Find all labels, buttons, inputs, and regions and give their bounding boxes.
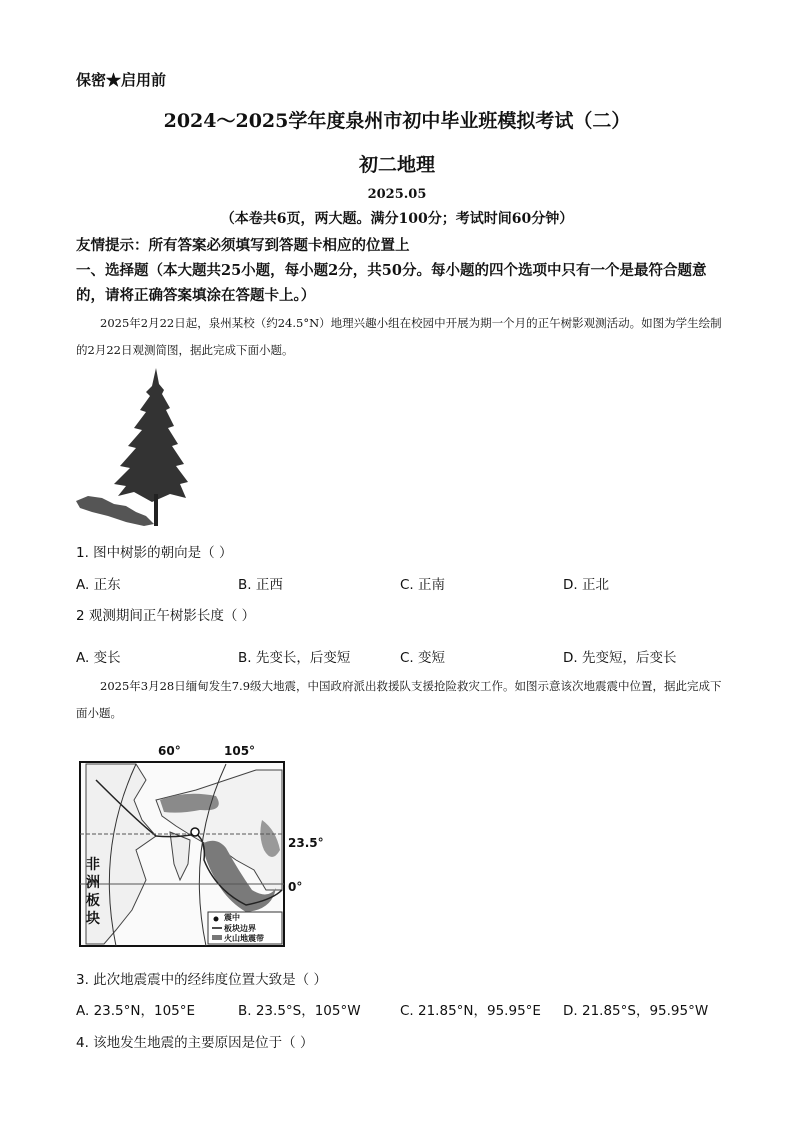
q3-option-b: B. 23.5°S，105°W bbox=[238, 1003, 361, 1019]
q1-option-c: C. 正南 bbox=[400, 577, 446, 593]
longitude-105-label: 105° bbox=[224, 744, 256, 758]
latitude-0-label: 0° bbox=[288, 880, 303, 894]
q2-option-a: A. 变长 bbox=[76, 650, 121, 666]
plate-char: 洲 bbox=[86, 875, 100, 891]
friendly-tip: 友情提示：所有答案必须填写到答题卡相应的位置上 bbox=[76, 237, 410, 254]
latitude-23-5-label: 23.5° bbox=[288, 836, 324, 850]
q2-option-c: C. 变短 bbox=[400, 650, 446, 666]
plate-char: 非 bbox=[86, 857, 100, 873]
african-plate-label bbox=[86, 856, 102, 928]
confidential-label: 保密★启用前 bbox=[76, 71, 167, 89]
tree-shadow-figure bbox=[74, 366, 194, 531]
q2-option-b: B. 先变长，后变短 bbox=[238, 650, 351, 666]
exam-title: 2024～2025学年度泉州市初中毕业班模拟考试（二） bbox=[163, 110, 631, 132]
q3-option-c: C. 21.85°N，95.95°E bbox=[400, 1003, 541, 1019]
section-heading: 一、选择题（本大题共25小题，每小题2分，共50分。每小题的四个选项中只有一个是最符合题意的，请将正确答案填涂在答题卡上。） bbox=[76, 262, 707, 304]
plate-char: 块 bbox=[86, 911, 100, 927]
legend-plate-boundary: 板块边界 bbox=[224, 922, 256, 933]
passage-1: 2025年2月22日起，泉州某校（约24.5°N）地理兴趣小组在校园中开展为期一个月的正午树影观测活动。如图为学生绘制的2月22日观测简图，据此完成下面小题。 bbox=[76, 316, 722, 357]
question-1: 1. 图中树影的朝向是（ ） bbox=[76, 545, 233, 561]
question-4: 4. 该地发生地震的主要原因是位于（ ） bbox=[76, 1035, 314, 1051]
q1-option-a: A. 正东 bbox=[76, 577, 121, 593]
q1-option-b: B. 正西 bbox=[238, 577, 283, 593]
q3-option-a: A. 23.5°N，105°E bbox=[76, 1003, 196, 1019]
q3-option-d: D. 21.85°S，95.95°W bbox=[563, 1003, 709, 1019]
exam-info: （本卷共6页，两大题。满分100分；考试时间60分钟） bbox=[220, 211, 574, 227]
longitude-60-label: 60° bbox=[158, 744, 181, 758]
legend-volcanic-belt: 火山地震带 bbox=[224, 933, 264, 943]
q1-option-d: D. 正北 bbox=[563, 577, 609, 593]
subject-title: 初二地理 bbox=[358, 154, 435, 176]
plate-char: 板 bbox=[86, 893, 100, 909]
question-3: 3. 此次地震震中的经纬度位置大致是（ ） bbox=[76, 972, 327, 988]
exam-date: 2025.05 bbox=[367, 187, 427, 202]
q2-option-d: D. 先变短，后变长 bbox=[563, 650, 677, 666]
map-legend bbox=[224, 912, 264, 944]
question-2: 2 观测期间正午树影长度（ ） bbox=[76, 608, 256, 624]
legend-epicenter: 震中 bbox=[224, 912, 240, 922]
passage-2: 2025年3月28日缅甸发生7.9级大地震，中国政府派出救援队支援抢险救灾工作。如图示意该次地震震中位置，据此完成下面小题。 bbox=[76, 679, 722, 720]
